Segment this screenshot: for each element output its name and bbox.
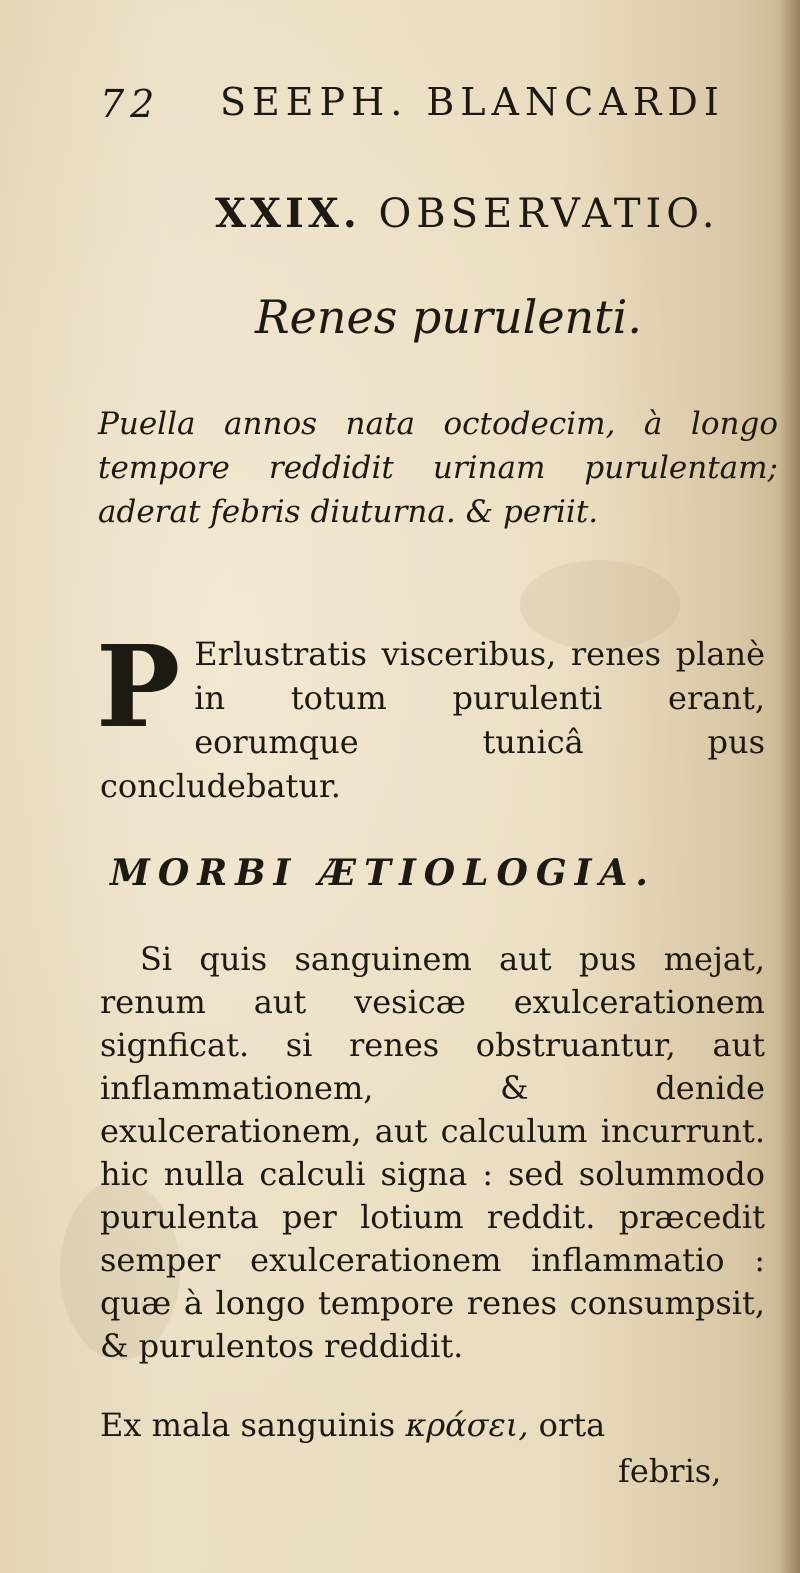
greek-word: κράσει, xyxy=(405,1406,529,1444)
observation-number: XXIX. xyxy=(215,190,361,237)
running-head xyxy=(100,80,725,130)
catchword: febris, xyxy=(618,1452,722,1490)
observation-subject: Renes purulenti. xyxy=(255,290,643,344)
running-title: SEEPH. BLANCARDI xyxy=(220,80,725,124)
observation-body-text: Erlustratis visceribus, renes planè in totum purulenti erant, eorumque tunicâ pus concludebatur. xyxy=(100,635,765,805)
observation-label: OBSERVATIO. xyxy=(378,191,720,237)
observation-body xyxy=(96,622,765,808)
page-number: 72 xyxy=(100,82,161,126)
aetiology-paragraph xyxy=(100,938,765,1368)
final-line-text: Ex mala sanguinis xyxy=(100,1406,396,1444)
drop-cap: P xyxy=(96,622,181,753)
final-line-end: orta xyxy=(538,1406,606,1444)
page-gutter-shadow xyxy=(778,0,800,1573)
section-title: MORBI ÆTIOLOGIA. xyxy=(110,852,656,894)
final-line xyxy=(100,1400,765,1450)
case-summary: Puella annos nata octodecim, à longo tempore reddidit urinam purulentam; aderat febris diuturna. & periit. xyxy=(98,406,778,530)
aetiology-text: Si quis sanguinem aut pus mejat, renum aut vesicæ exulcerationem signficat. si renes obstruantur, aut inflammationem, & denide exulcerationem, aut calculum incurrunt. hic nulla calculi signa : sed solummodo purulenta per lotium reddit. præcedit semper exulcerationem inflammatio : quæ à longo tempore renes consumpsit, & purulentos reddidit. xyxy=(100,940,765,1365)
observation-title xyxy=(215,190,719,237)
